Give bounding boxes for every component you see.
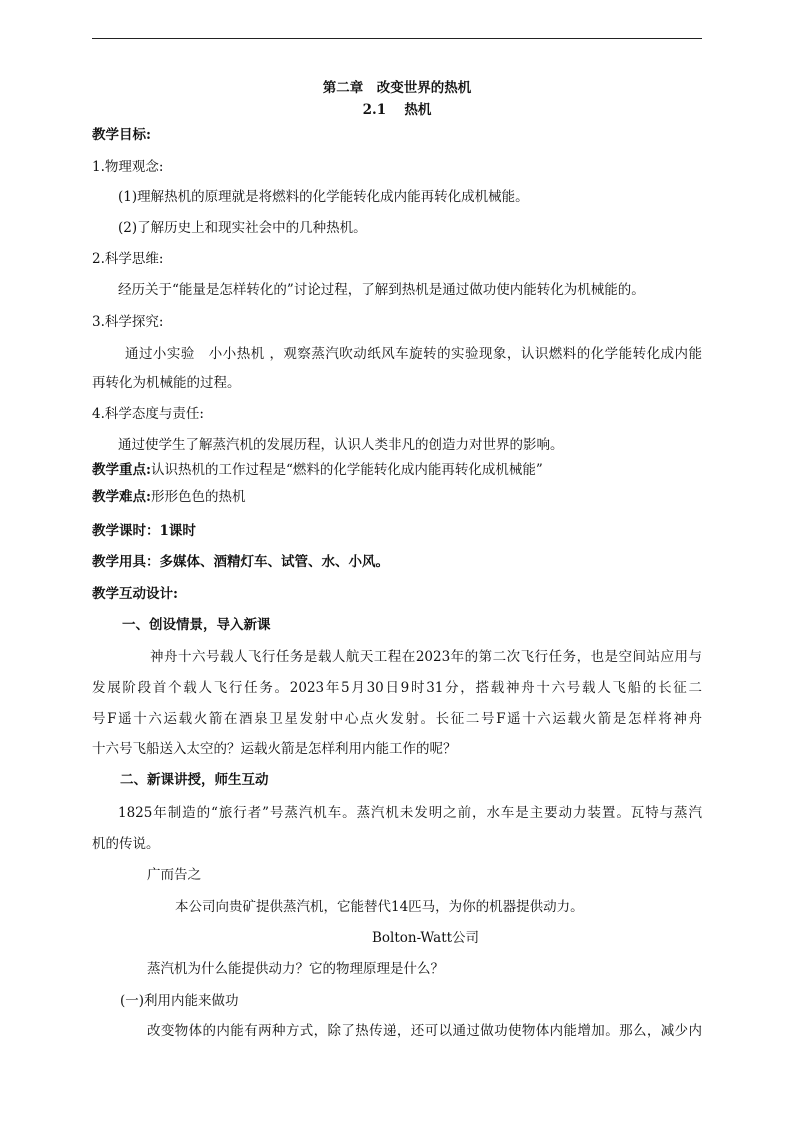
subsection-line-1: 改变物体的内能有两种方式，除了热传递，还可以通过做功使物体内能增加。那么，减少内	[147, 1023, 702, 1039]
physics-concept-item-2: (2)了解历史上和现实社会中的几种热机。	[118, 220, 367, 236]
difficulty-label: 教学难点:	[92, 489, 151, 505]
key-point	[92, 461, 543, 479]
physics-concept-heading: 1.物理观念:	[92, 159, 164, 175]
objectives-heading: 教学目标:	[92, 127, 151, 143]
difficulty	[92, 488, 245, 506]
ad-signature: Bolton-Watt公司	[372, 930, 480, 946]
design-heading: 教学互动设计:	[92, 586, 178, 602]
section-2-line-2: 机的传说。	[92, 836, 160, 852]
scientific-inquiry-heading: 3.科学探究:	[92, 314, 164, 330]
physics-concept-item-1: (1)理解热机的原理就是将燃料的化学能转化成内能再转化成机械能。	[118, 189, 529, 205]
difficulty-text: 形形色色的热机	[150, 489, 246, 505]
section-2-line-1: 1825年制造的“旅行者”号蒸汽机车。蒸汽机未发明之前，水车是主要动力装置。瓦特与蒸汽	[118, 805, 702, 821]
section-1-heading: 一、创设情景，导入新课	[122, 617, 271, 633]
section-2-heading: 二、新课讲授，师生互动	[120, 772, 269, 788]
chapter-title: 第二章 改变世界的热机	[322, 80, 472, 96]
section-1-line-4: 十六号飞船送入太空的？运载火箭是怎样利用内能工作的呢？	[92, 741, 457, 757]
ad-title: 广而告之	[147, 867, 201, 883]
key-point-text: 认识热机的工作过程是“燃料的化学能转化成内能再转化成机械能”	[150, 462, 543, 478]
section-1-line-1: 神舟十六号载人飞行任务是载人航天工程在2023年的第二次飞行任务，也是空间站应用与	[150, 649, 702, 665]
attitude-heading: 4.科学态度与责任:	[92, 406, 204, 422]
scientific-inquiry-line-2: 再转化为机械能的过程。	[92, 375, 241, 391]
subsection-heading: (一)利用内能来做功	[120, 993, 239, 1009]
section-1-line-3: 号F遥十六运载火箭在酒泉卫星发射中心点火发射。长征二号F遥十六运载火箭是怎样将神舟	[92, 711, 702, 727]
scientific-thinking-heading: 2.科学思维:	[92, 251, 164, 267]
key-point-label: 教学重点:	[92, 462, 151, 478]
class-hours: 教学课时：1课时	[92, 523, 196, 539]
scientific-thinking-text: 经历关于“能量是怎样转化的”讨论过程，了解到热机是通过做功使内能转化为机械能的。	[118, 282, 645, 298]
section-1-line-2: 发展阶段首个载人飞行任务。2023年5月30日9时31分，搭载神舟十六号载人飞船的长征二	[92, 680, 702, 696]
steam-engine-question: 蒸汽机为什么能提供动力？它的物理原理是什么？	[147, 961, 444, 977]
teaching-tools: 教学用具：多媒体、酒精灯车、试管、水、小风。	[92, 554, 389, 570]
scientific-inquiry-line-1: 通过小实验 小小热机 ，观察蒸汽吹动纸风车旋转的实验现象，认识燃料的化学能转化成内能	[125, 346, 702, 362]
header-rule	[92, 38, 702, 39]
ad-text: 本公司向贵矿提供蒸汽机，它能替代14匹马，为你的机器提供动力。	[175, 899, 584, 915]
section-title: 2.1 热机	[362, 102, 432, 118]
attitude-text: 通过使学生了解蒸汽机的发展历程，认识人类非凡的创造力对世界的影响。	[118, 437, 564, 453]
